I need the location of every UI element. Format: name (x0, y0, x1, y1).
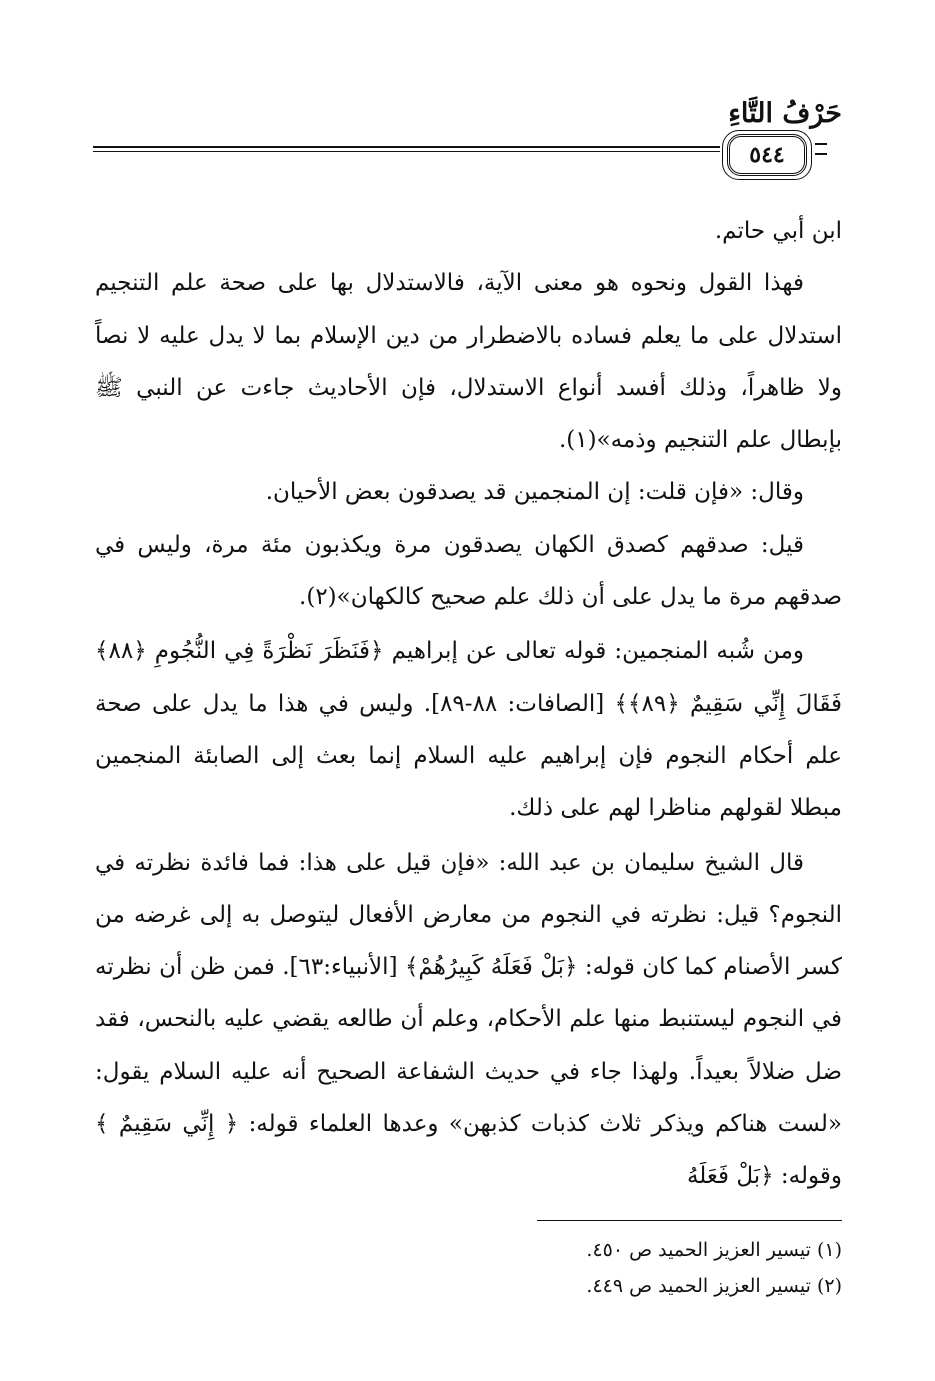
footnote-separator (537, 1220, 842, 1221)
paragraph: ومن شُبه المنجمين: قوله تعالى عن إبراهيم ﴿فَنَظَرَ نَظْرَةً فِي النُّجُومِ ﴿٨٨﴾ فَقَالَ إِنِّي سَقِيمٌ ﴿٨٩﴾﴾ [الصافات: ٨٨-٨٩]. وليس في هذا ما يدل على صحة علم أحكام النجوم فإن إبراهيم عليه السلام إنما بعث إلى الصابئة المنجمين مبطلا لقولهم مناظرا لهم على ذلك. (95, 638, 842, 822)
header-rule-end-mark (815, 143, 827, 155)
paragraph: قال الشيخ سليمان بن عبد الله: «فإن قيل على هذا: فما فائدة نظرته في النجوم؟ قيل: نظرته في النجوم من معارض الأفعال ليتوصل به إلى غرضه من كسر الأصنام كما كان قوله: ﴿بَلْ فَعَلَهُ كَبِيرُهُمْ﴾ [الأنبياء:٦٣]. فمن ظن أن نظرته في النجوم ليستنبط منها علم الأحكام، وعلم أن طالعه يقضي عليه بالنحس، فقد ضل ضلالاً بعيداً. ولهذا جاء في حديث الشفاعة الصحيح أنه عليه السلام يقول: «لست هناكم ويذكر ثلاث كذبات كذبهن» وعدها العلماء قوله: ﴿ إِنِّي سَقِيمٌ ﴾ وقوله: ﴿بَلْ فَعَلَهُ (95, 849, 842, 1190)
footnote: (١) تيسير العزيز الحميد ص ٤٥٠. (586, 1239, 842, 1261)
chapter-title: حَرْفُ التَّاءِ (728, 98, 842, 129)
body-text (95, 205, 842, 1203)
paragraph: ابن أبي حاتم. (714, 218, 842, 244)
paragraph: فهذا القول ونحوه هو معنى الآية، فالاستدلال بها على صحة علم التنجيم استدلال على ما يعلم فساده بالاضطرار من دين الإسلام بما لا يدل عليه لا نصاً ولا ظاهراً، وذلك أفسد أنواع الاستدلال، فإن الأحاديث جاءت عن النبي ﷺ بإبطال علم التنجيم وذمه»(١). (95, 270, 842, 454)
footnotes (586, 1232, 842, 1304)
header-rule-upper (93, 146, 720, 148)
paragraph: وقال: «فإن قلت: إن المنجمين قد يصدقون بعض الأحيان. (265, 479, 804, 506)
page-number: ٥٤٤ (727, 134, 807, 176)
header-rule-lower (93, 151, 720, 152)
paragraph: قيل: صدقهم كصدق الكهان يصدقون مرة ويكذبون مئة مرة، وليس في صدقهم مرة ما يدل على أن ذلك علم صحيح كالكهان»(٢). (95, 531, 842, 611)
footnote: (٢) تيسير العزيز الحميد ص ٤٤٩. (586, 1275, 842, 1297)
